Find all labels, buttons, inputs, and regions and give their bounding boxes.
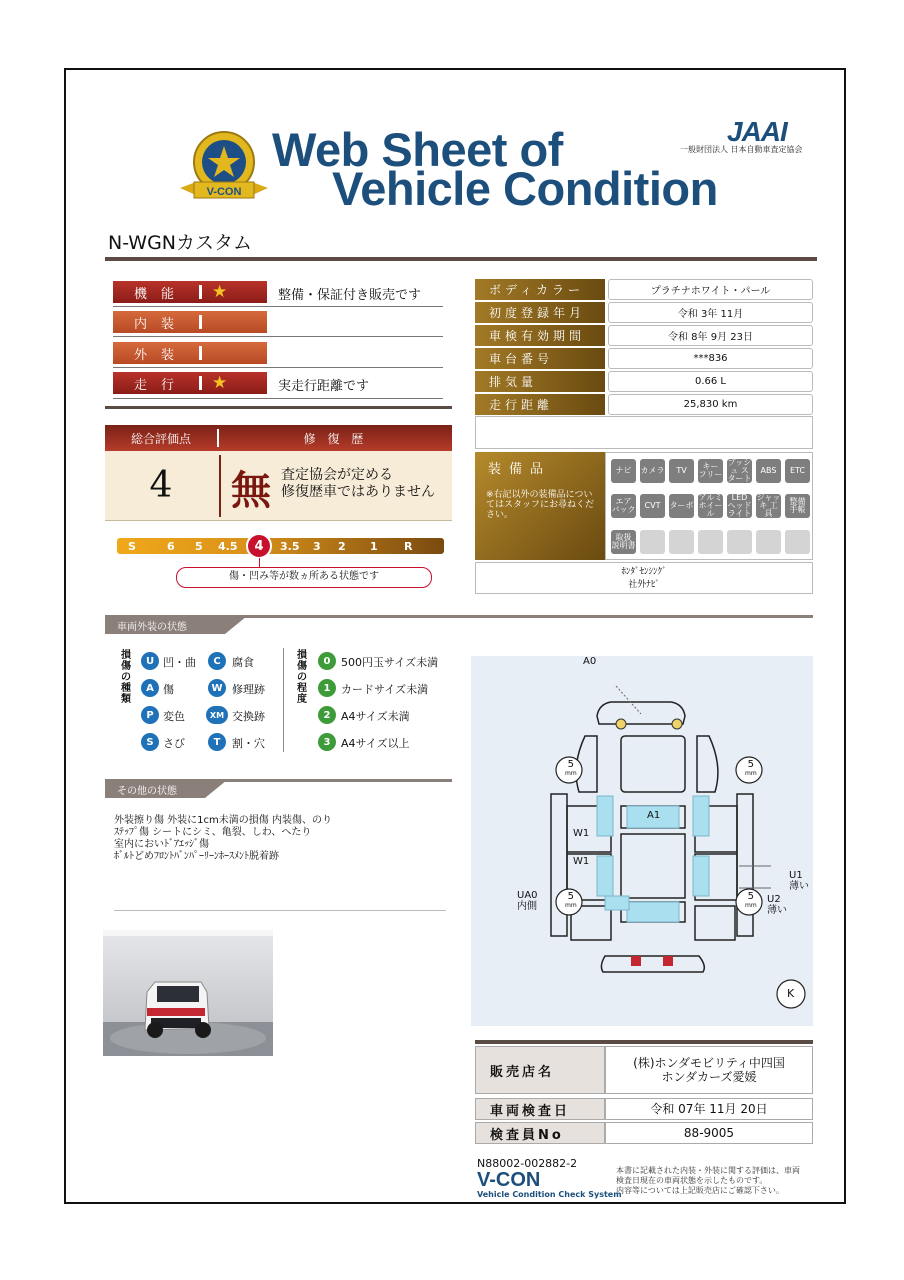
diagram-label-w1-lower: W1 xyxy=(573,856,590,867)
mileage-label: 走行距離 xyxy=(475,394,605,415)
condition-row-exterior: 外装 xyxy=(113,342,267,364)
diagram-label-a1: A1 xyxy=(647,810,661,821)
equipment-title: 装備品 xyxy=(488,462,552,477)
equip-chip-manual-book: 整備 手帳 xyxy=(785,494,810,518)
equip-chip-navi: ナビ xyxy=(611,459,636,483)
degree-2-icon: 2 xyxy=(318,706,336,724)
degree-0-icon: 0 xyxy=(318,652,336,670)
type-u-icon: U xyxy=(141,652,159,670)
sheet-code: N88002-002882-2 xyxy=(477,1157,578,1170)
body-color-label: ボディカラー xyxy=(475,279,605,300)
row-divider xyxy=(113,398,443,399)
type-c-label: 腐食 xyxy=(232,656,254,669)
degree-1-label: カードサイズ未満 xyxy=(341,683,429,696)
section-tab-edge xyxy=(225,616,247,634)
score-header xyxy=(105,425,452,451)
type-a-label: 傷 xyxy=(163,683,174,696)
equip-chip-etc: ETC xyxy=(785,459,810,483)
section-divider xyxy=(105,406,452,409)
car-outline-diagram xyxy=(471,656,813,1026)
diagram-label-w1-upper: W1 xyxy=(573,828,590,839)
title-divider xyxy=(105,257,817,261)
equip-chip-alloy: アルミ ホイール xyxy=(698,493,723,518)
grade-scale-bar: S 6 5 4.5 3.5 3 2 1 R xyxy=(117,538,444,554)
jaai-subtitle: 一般財団法人 日本自動車査定協会 xyxy=(680,145,803,154)
equip-chip-empty xyxy=(756,530,781,554)
equip-chip-owner-manual: 取扱 説明書 xyxy=(611,530,636,554)
repair-description: 査定協会が定める 修復歴車ではありません xyxy=(281,467,435,500)
title-line-2: Vehicle Condition xyxy=(332,162,718,215)
other-section-title: その他の状態 xyxy=(105,780,205,798)
row-divider xyxy=(113,306,443,307)
type-w-label: 修理跡 xyxy=(232,683,265,696)
row-divider xyxy=(113,336,443,337)
type-t-icon: T xyxy=(208,733,226,751)
equip-chip-jack: ジャッキ 工具 xyxy=(756,493,781,518)
equip-chip-turbo: ターボ xyxy=(669,494,694,518)
type-u-label: 凹・曲 xyxy=(163,656,196,669)
condition-text-mileage: 実走行距離です xyxy=(278,379,370,394)
damage-degree-title: 損傷の程度 xyxy=(297,650,307,705)
displacement-value: 0.66 L xyxy=(608,371,813,392)
star-icon: ★ xyxy=(212,281,228,302)
tire-tread-fl: 5 mm xyxy=(565,759,577,777)
type-xm-icon: XM xyxy=(206,706,228,724)
diagram-label-u2: U2 薄い xyxy=(767,894,787,916)
star-icon: ★ xyxy=(212,372,228,393)
first-registration-value: 令和 3年 11月 xyxy=(608,302,813,323)
equip-chip-tv: TV xyxy=(669,459,694,483)
jaai-logo: JAAI xyxy=(727,116,787,147)
type-s-icon: S xyxy=(141,733,159,751)
displacement-label: 排気量 xyxy=(475,371,605,392)
diagram-label-u1: U1 薄い xyxy=(789,870,809,892)
degree-3-icon: 3 xyxy=(318,733,336,751)
extra-equipment: ﾎﾝﾀﾞｾﾝｼﾝｸﾞ 社外ﾅﾋﾞ xyxy=(475,562,813,594)
equip-chip-empty xyxy=(785,530,810,554)
tire-tread-rr: 5 mm xyxy=(745,891,757,909)
condition-row-function: 機能 ★ xyxy=(113,281,267,303)
degree-3-label: A4サイズ以上 xyxy=(341,737,410,750)
other-divider xyxy=(114,910,446,911)
type-t-label: 割・穴 xyxy=(232,737,265,750)
equip-chip-empty xyxy=(727,530,752,554)
diagram-label-a0: A0 xyxy=(583,656,597,667)
type-a-icon: A xyxy=(141,679,159,697)
overall-score-label: 総合評価点 xyxy=(130,431,191,446)
section-tab-edge xyxy=(205,780,227,798)
degree-0-label: 500円玉サイズ未満 xyxy=(341,656,439,669)
inspection-date-value: 令和 07年 11月 20日 xyxy=(605,1098,813,1120)
current-grade-marker: 4 xyxy=(246,533,272,559)
exterior-section-title: 車両外装の状態 xyxy=(105,616,225,634)
equip-chip-abs: ABS xyxy=(756,459,781,483)
vehicle-photo xyxy=(103,930,273,1056)
condition-row-interior: 内装 xyxy=(113,311,267,333)
equip-chip-empty xyxy=(669,530,694,554)
vcon-badge-logo xyxy=(176,124,274,206)
equip-chip-led: LED ヘッド ライト xyxy=(727,493,752,518)
degree-2-label: A4サイズ未満 xyxy=(341,710,410,723)
equip-chip-cvt: CVT xyxy=(640,494,665,518)
type-c-icon: C xyxy=(208,652,226,670)
mileage-value: 25,830 km xyxy=(608,394,813,415)
equip-chip-keyless: キー フリー xyxy=(698,459,723,483)
footer-disclaimer: 本書に記載された内装・外装に関する評価は、車両 検査日現在の車両状態を示したものです。 内容等については上記販売店にご確認下さい。 xyxy=(616,1166,800,1195)
body-color-value: プラチナホワイト・パール xyxy=(608,279,813,300)
legend-divider xyxy=(283,648,284,752)
info-blank-box xyxy=(475,416,813,449)
tire-tread-rl: 5 mm xyxy=(565,891,577,909)
equipment-note: ※右記以外の装備品についてはスタッフにお尋ねください。 xyxy=(486,490,595,520)
type-w-icon: W xyxy=(208,679,226,697)
repair-none-mark: 無 xyxy=(231,467,271,514)
first-registration-label: 初度登録年月 xyxy=(475,302,605,323)
inspector-number-label: 検査員No xyxy=(475,1122,605,1144)
title-line-1: Web Sheet of xyxy=(272,123,563,176)
equipment-chips xyxy=(605,452,813,560)
repair-history-label: 修 復 歴 xyxy=(303,431,368,446)
type-xm-label: 交換跡 xyxy=(232,710,265,723)
degree-1-icon: 1 xyxy=(318,679,336,697)
diagram-label-ua0: UA0 内側 xyxy=(517,890,538,912)
equip-chip-camera: カメラ xyxy=(640,459,665,483)
condition-text-function: 整備・保証付き販売です xyxy=(278,288,422,303)
inspection-validity-value: 令和 8年 9月 23日 xyxy=(608,325,813,346)
damage-type-title: 損傷の種類 xyxy=(121,650,131,705)
other-condition-text: 外装擦り傷 外装に1cm未満の損傷 内装傷、のり ｽﾃｯﾌﾟ傷 シートにシミ、亀裂、しわ、へたり 室内においﾄﾞｱｴｯｼﾞ傷 ﾎﾞﾙﾄどめﾌﾛﾝﾄﾊﾞﾝﾊﾟｰﾘｰﾝﾎｰｽﾒﾝﾄ脱着跡 xyxy=(114,815,332,862)
shop-top-bar xyxy=(475,1040,813,1044)
vehicle-name: N-WGNカスタム xyxy=(108,232,253,254)
overall-score-value: 4 xyxy=(149,465,173,506)
vehicle-damage-diagram xyxy=(471,656,813,1026)
equip-chip-empty xyxy=(698,530,723,554)
equip-chip-airbag: エア バック xyxy=(611,494,636,518)
condition-row-mileage: 走行 ★ xyxy=(113,372,267,394)
type-p-icon: P xyxy=(141,706,159,724)
row-divider xyxy=(113,367,443,368)
vcon-footer-logo: V-CON xyxy=(477,1169,541,1191)
svg-text:V-CON: V-CON xyxy=(206,186,242,198)
equip-chip-empty xyxy=(640,530,665,554)
tire-tread-fr: 5 mm xyxy=(745,759,757,777)
chassis-number-label: 車台番号 xyxy=(475,348,605,369)
grade-note: 傷・凹み等が数ヵ所ある状態です xyxy=(176,567,432,588)
inspector-number-value: 88-9005 xyxy=(605,1122,813,1144)
type-p-label: 変色 xyxy=(163,710,185,723)
store-name-value: (株)ホンダモビリティ中四国 ホンダカーズ愛媛 xyxy=(605,1046,813,1094)
inspection-validity-label: 車検有効期間 xyxy=(475,325,605,346)
diagram-label-k: K xyxy=(787,987,795,1000)
score-body xyxy=(105,451,452,521)
vcon-footer-subtitle: Vehicle Condition Check System xyxy=(477,1190,622,1199)
store-name-label: 販売店名 xyxy=(475,1046,605,1094)
chassis-number-value: ***836 xyxy=(608,348,813,369)
equip-chip-push-start: プッシュ スタート xyxy=(727,458,752,483)
inspection-date-label: 車両検査日 xyxy=(475,1098,605,1120)
type-s-label: さび xyxy=(163,737,185,750)
